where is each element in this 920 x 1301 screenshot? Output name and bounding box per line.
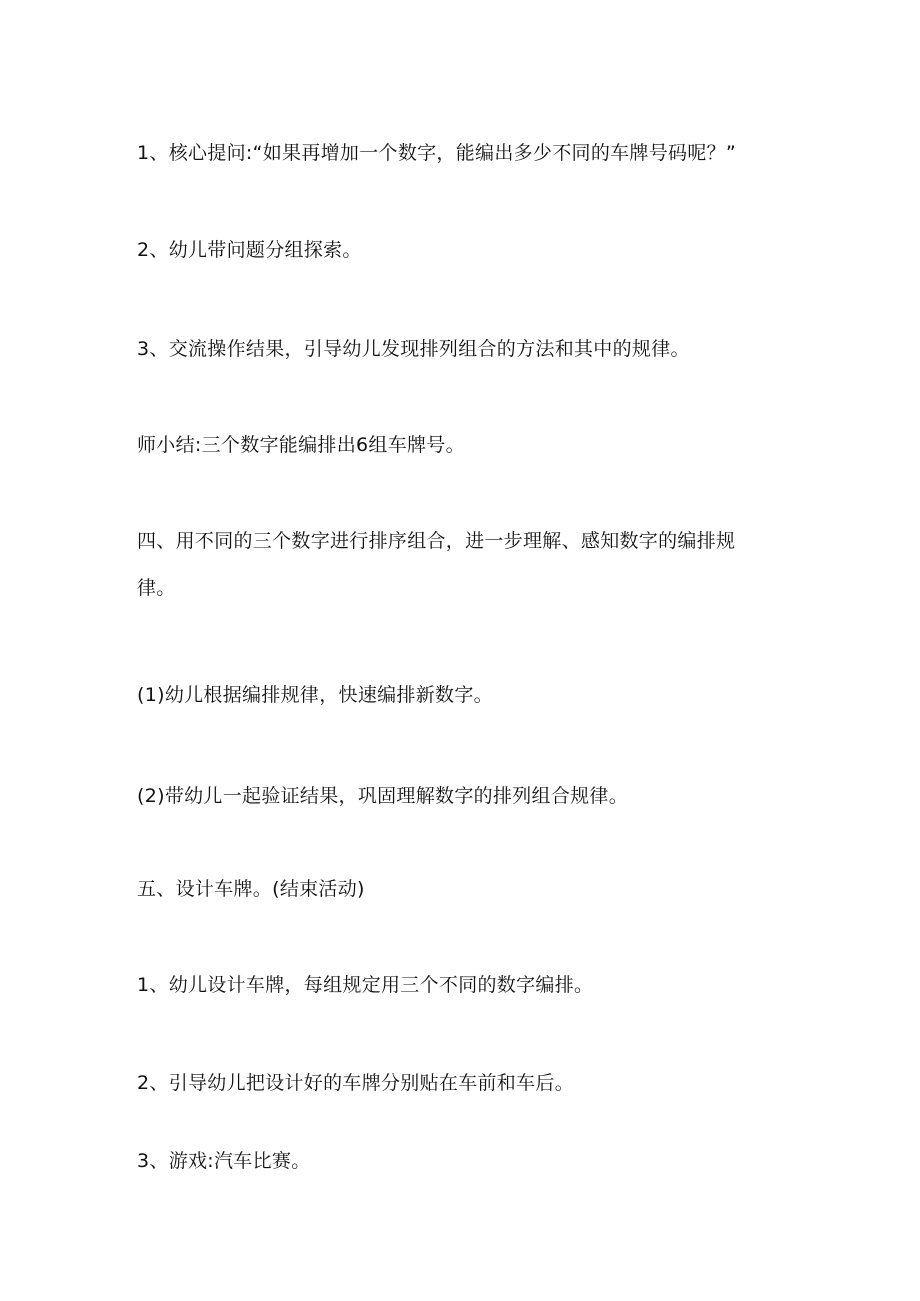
paragraph-core-question: 1、核心提问:“如果再增加一个数字，能编出多少不同的车牌号码呢？” — [137, 142, 737, 164]
section-heading-four: 四、用不同的三个数字进行排序组合，进一步理解、感知数字的编排规 — [137, 530, 736, 552]
paragraph-design-plates: 1、幼儿设计车牌，每组规定用三个不同的数字编排。 — [137, 974, 594, 996]
paragraph-game: 3、游戏:汽车比赛。 — [137, 1150, 311, 1172]
section-heading-four-continued: 律。 — [137, 577, 176, 599]
paragraph-share-results: 3、交流操作结果，引导幼儿发现排列组合的方法和其中的规律。 — [137, 338, 690, 360]
paragraph-group-explore: 2、幼儿带问题分组探索。 — [137, 239, 362, 261]
section-heading-five: 五、设计车牌。(结束活动) — [137, 878, 365, 900]
paragraph-item-2: (2)带幼儿一起验证结果，巩固理解数字的排列组合规律。 — [137, 785, 629, 807]
paragraph-teacher-summary: 师小结:三个数字能编排出6组车牌号。 — [137, 434, 465, 456]
paragraph-attach-plates: 2、引导幼儿把设计好的车牌分别贴在车前和车后。 — [137, 1072, 574, 1094]
paragraph-item-1: (1)幼儿根据编排规律，快速编排新数字。 — [137, 684, 493, 706]
